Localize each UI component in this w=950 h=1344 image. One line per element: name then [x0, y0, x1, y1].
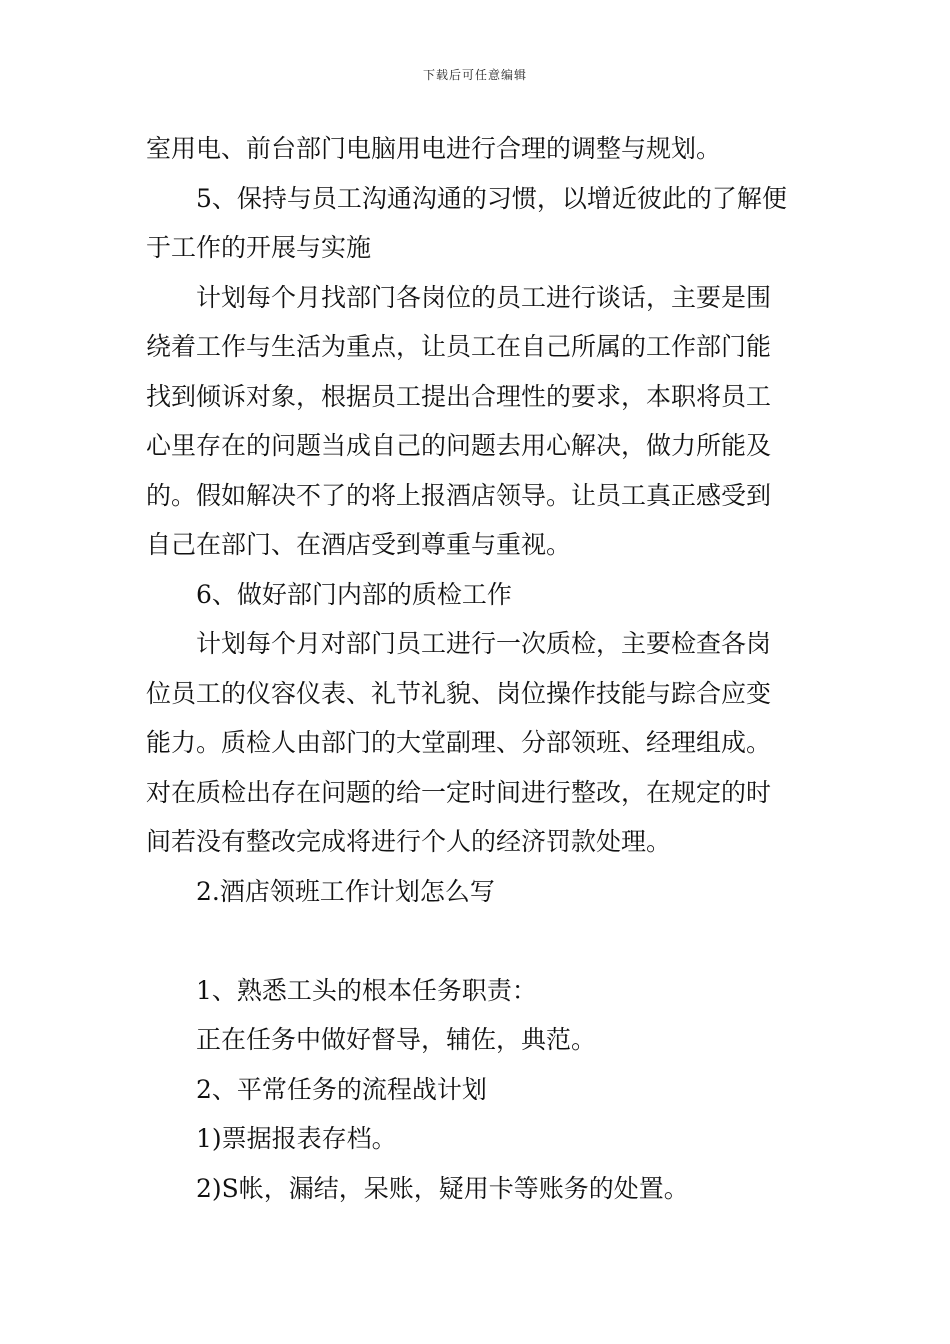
list-item: 2、平常任务的流程战计划 — [196, 1074, 487, 1104]
text-line: 的。假如解决不了的将上报酒店领导。让员工真正感受到 — [146, 480, 772, 510]
blank-line — [146, 916, 806, 966]
text-line: 计划每个月对部门员工进行一次质检，主要检查各岗 — [196, 629, 772, 658]
text-line: 找到倾诉对象，根据员工提出合理性的要求，本职将员工 — [146, 381, 772, 411]
text-line: 室用电、前台部门电脑用电进行合理的调整与规划。 — [146, 134, 722, 163]
text-line: 位员工的仪容仪表、礼节礼貌、岗位操作技能与踪合应变 — [146, 678, 772, 708]
document-body — [146, 124, 806, 1213]
page-header: 下载后可任意编辑 — [422, 68, 527, 82]
text-line: 计划每个月找部门各岗位的员工进行谈话，主要是围 — [196, 282, 772, 312]
text-line: 心里存在的问题当成自己的问题去用心解决，做力所能及 — [146, 431, 772, 460]
section-heading: 2.酒店领班工作计划怎么写 — [196, 876, 495, 906]
text-line: 对在质检出存在问题的给一定时间进行整改，在规定的时 — [146, 777, 772, 807]
text-line: 间若没有整改完成将进行个人的经济罚款处理。 — [146, 827, 672, 856]
text-line: 能力。质检人由部门的大堂副理、分部领班、经理组成。 — [146, 728, 772, 757]
text-line: 自己在部门、在酒店受到尊重与重视。 — [146, 530, 572, 559]
list-item: 1、熟悉工头的根本任务职责： — [196, 975, 537, 1005]
text-line: 绕着工作与生活为重点，让员工在自己所属的工作部门能 — [146, 332, 772, 361]
text-line: 于工作的开展与实施 — [146, 233, 372, 262]
list-item: 2)S帐，漏结，呆账，疑用卡等账务的处置。 — [196, 1173, 689, 1203]
text-line: 正在任务中做好督导，辅佐，典范。 — [196, 1025, 597, 1054]
section-heading: 6、做好部门内部的质检工作 — [196, 579, 512, 609]
list-item: 1)票据报表存档。 — [196, 1124, 397, 1153]
text-line: 5、保持与员工沟通沟通的习惯，以增近彼此的了解便 — [196, 183, 787, 213]
